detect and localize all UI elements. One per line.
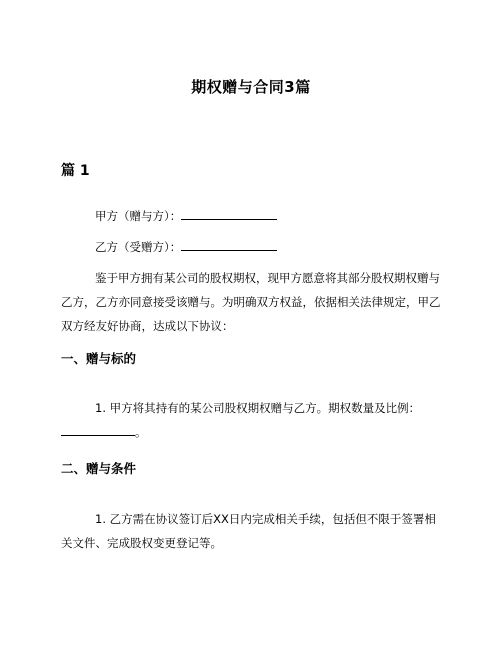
ratio-blank — [61, 424, 135, 436]
article-2-item-1: 1. 乙方需在协议签订后XX日内完成相关手续，包括但不限于签署相关文件、完成股权变更登记等。 — [61, 512, 436, 550]
article-1-item-1-text: 1. 甲方将其持有的某公司股权期权赠与乙方。期权数量及比例： — [95, 401, 421, 415]
section-heading: 篇 1 — [61, 163, 90, 179]
party-a-blank — [181, 208, 277, 220]
preamble-paragraph: 鉴于甲方拥有某公司的股权期权，现甲方愿意将其部分股权期权赠与乙方，乙方亦同意接受该赠与。为明确双方权益，依据相关法律规定，甲乙双方经友好协商，达成以下协议： — [61, 271, 441, 333]
article-1-item-1-suffix: 。 — [135, 425, 147, 439]
article-1-heading: 一、赠与标的 — [61, 351, 137, 366]
party-a-line — [95, 208, 277, 224]
article-1-item-1 — [61, 396, 441, 444]
party-b-blank — [181, 239, 277, 251]
document-title: 期权赠与合同3篇 — [191, 78, 311, 96]
party-b-line — [95, 239, 277, 255]
article-2-heading: 二、赠与条件 — [61, 461, 137, 476]
party-a-label: 甲方（赠与方）： — [95, 209, 182, 223]
party-b-label: 乙方（受赠方）： — [95, 240, 182, 254]
